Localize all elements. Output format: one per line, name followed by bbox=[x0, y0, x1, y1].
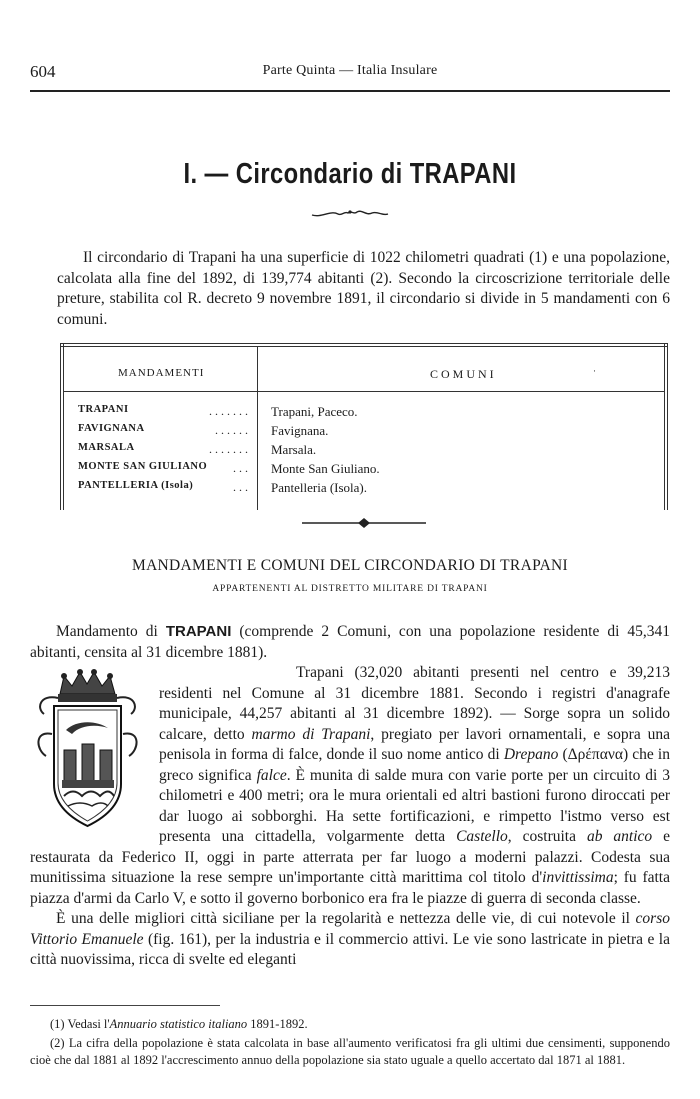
footnote-1: (1) Vedasi l'Annuario statistico italiano 1891-1892. bbox=[50, 1017, 308, 1031]
mandamento-name: PANTELLERIA (Isola) bbox=[78, 480, 196, 491]
table-stray-mark: · bbox=[593, 366, 596, 376]
section-title: MANDAMENTI E COMUNI DEL CIRCONDARIO DI TRAPANI bbox=[131, 557, 569, 574]
mandamenti-table bbox=[60, 343, 668, 510]
page-number: 604 bbox=[30, 62, 56, 81]
trapani-coat-of-arms-icon bbox=[30, 664, 145, 832]
table-row: . . . . . . . MARSALA Marsala. bbox=[78, 442, 317, 457]
paragraph-mandamento: Mandamento di TRAPANI (comprende 2 Comuni, con una popolazione residente di 45,341 abitanti, censita al 31 dicembre 1881). bbox=[30, 623, 671, 661]
comuni-cell: Favignana. bbox=[271, 423, 329, 438]
section-subtitle: APPARTENENTI AL DISTRETTO MILITARE DI TRAPANI bbox=[212, 584, 488, 594]
running-header bbox=[30, 62, 670, 82]
divider-ornament-icon bbox=[302, 518, 426, 528]
comuni-cell: Trapani, Paceco. bbox=[271, 404, 358, 419]
table-row: . . . MONTE SAN GIULIANO Monte San Giuliano. bbox=[78, 461, 380, 476]
flourish-ornament-icon bbox=[310, 206, 390, 220]
table-row: . . . . . . FAVIGNANA Favignana. bbox=[78, 423, 329, 438]
comuni-cell: Monte San Giuliano. bbox=[271, 461, 380, 476]
comuni-cell: Pantelleria (Isola). bbox=[271, 480, 368, 495]
chapter-title: I. — Circondario di TRAPANI bbox=[183, 158, 517, 190]
table-header-comuni: COMUNI bbox=[430, 367, 497, 381]
mandamento-name: MARSALA bbox=[78, 442, 138, 453]
intro-paragraph: Il circondario di Trapani ha una superficie di 1022 chilometri quadrati (1) e una popolazione, calcolata alla fine del 1892, di 139,774 abitanti (2). Secondo la circoscrizione territoriale delle preture, stabilita col R. decreto 9 novembre 1891, il circondario si divide in 5 mandamenti con 6 comuni. bbox=[57, 249, 670, 328]
footnote-2: (2) La cifra della popolazione è stata calcolata in base all'aumento verificatosi fra gli ultimi due censimenti, supponendo cioè che dal 1881 al 1892 l'accrescimento annuo della popolazione sia stato uguale a quello accertato dal 1871 al 1881. bbox=[30, 1036, 670, 1067]
mandamento-name: TRAPANI bbox=[78, 404, 132, 415]
intro-paragraph-block bbox=[57, 248, 670, 330]
paragraph-trapani: Trapani (32,020 abitanti presenti nel centro e 39,213 residenti nel Comune al 31 dicembre 1881. Secondo i registri d'anagrafe municipale, 44,257 abitanti al 31 dicembre 1892). — Sorge sopra un solido calcare, detto marmo di Trapani, pregiato per lavori ornamentali, e sopra una penisola in forma di falce, donde il suo nome antico di Drepano (Δρέπανα) che in greco significa falce. È munita di salde mura con varie porte per un circuito di 3 chilometri e 400 metri; ora le mura orientali ed altri bastioni furono diroccati per dar luogo ai sobborghi. Ha sette fortificazioni, e rimpetto l'istmo verso est presenta una cittadella, volgarmente detta Castello, costruita ab antico e restaurata da Federico II, oggi in parte atterrata per far luogo a moderni palazzi. Codesta sua munitissima situazione la rese sempre un'importante città marittima col titolo d'invittissima; fu fatta piazza d'armi da Carlo V, e sotto il governo borbonico era fra le piazze di guerra di seconda classe. bbox=[30, 664, 670, 907]
mandamento-name: MONTE SAN GIULIANO bbox=[78, 461, 210, 472]
body-text bbox=[30, 622, 670, 971]
table-header-mandamenti: MANDAMENTI bbox=[118, 367, 205, 379]
footnote-rule bbox=[30, 1005, 220, 1006]
mandamento-name: FAVIGNANA bbox=[78, 423, 148, 434]
running-title: Parte Quinta — Italia Insulare bbox=[262, 63, 438, 78]
header-rule bbox=[30, 90, 670, 92]
footnotes bbox=[30, 1016, 670, 1071]
comuni-cell: Marsala. bbox=[271, 442, 317, 457]
table-body bbox=[78, 404, 648, 499]
table-row: . . . PANTELLERIA (Isola) Pantelleria (Isola). bbox=[78, 480, 368, 495]
paragraph-vie: È una delle migliori città siciliane per la regolarità e nettezza delle vie, di cui notevole il corso Vittorio Emanuele (fig. 161), per la industria e il commercio attivi. Le vie sono lastricate in pietra e la città nuovissima, ricca di svelte ed eleganti bbox=[30, 910, 670, 968]
table-row: . . . . . . . TRAPANI Trapani, Paceco. bbox=[78, 404, 358, 419]
mandamento-name-bold: TRAPANI bbox=[165, 623, 232, 640]
